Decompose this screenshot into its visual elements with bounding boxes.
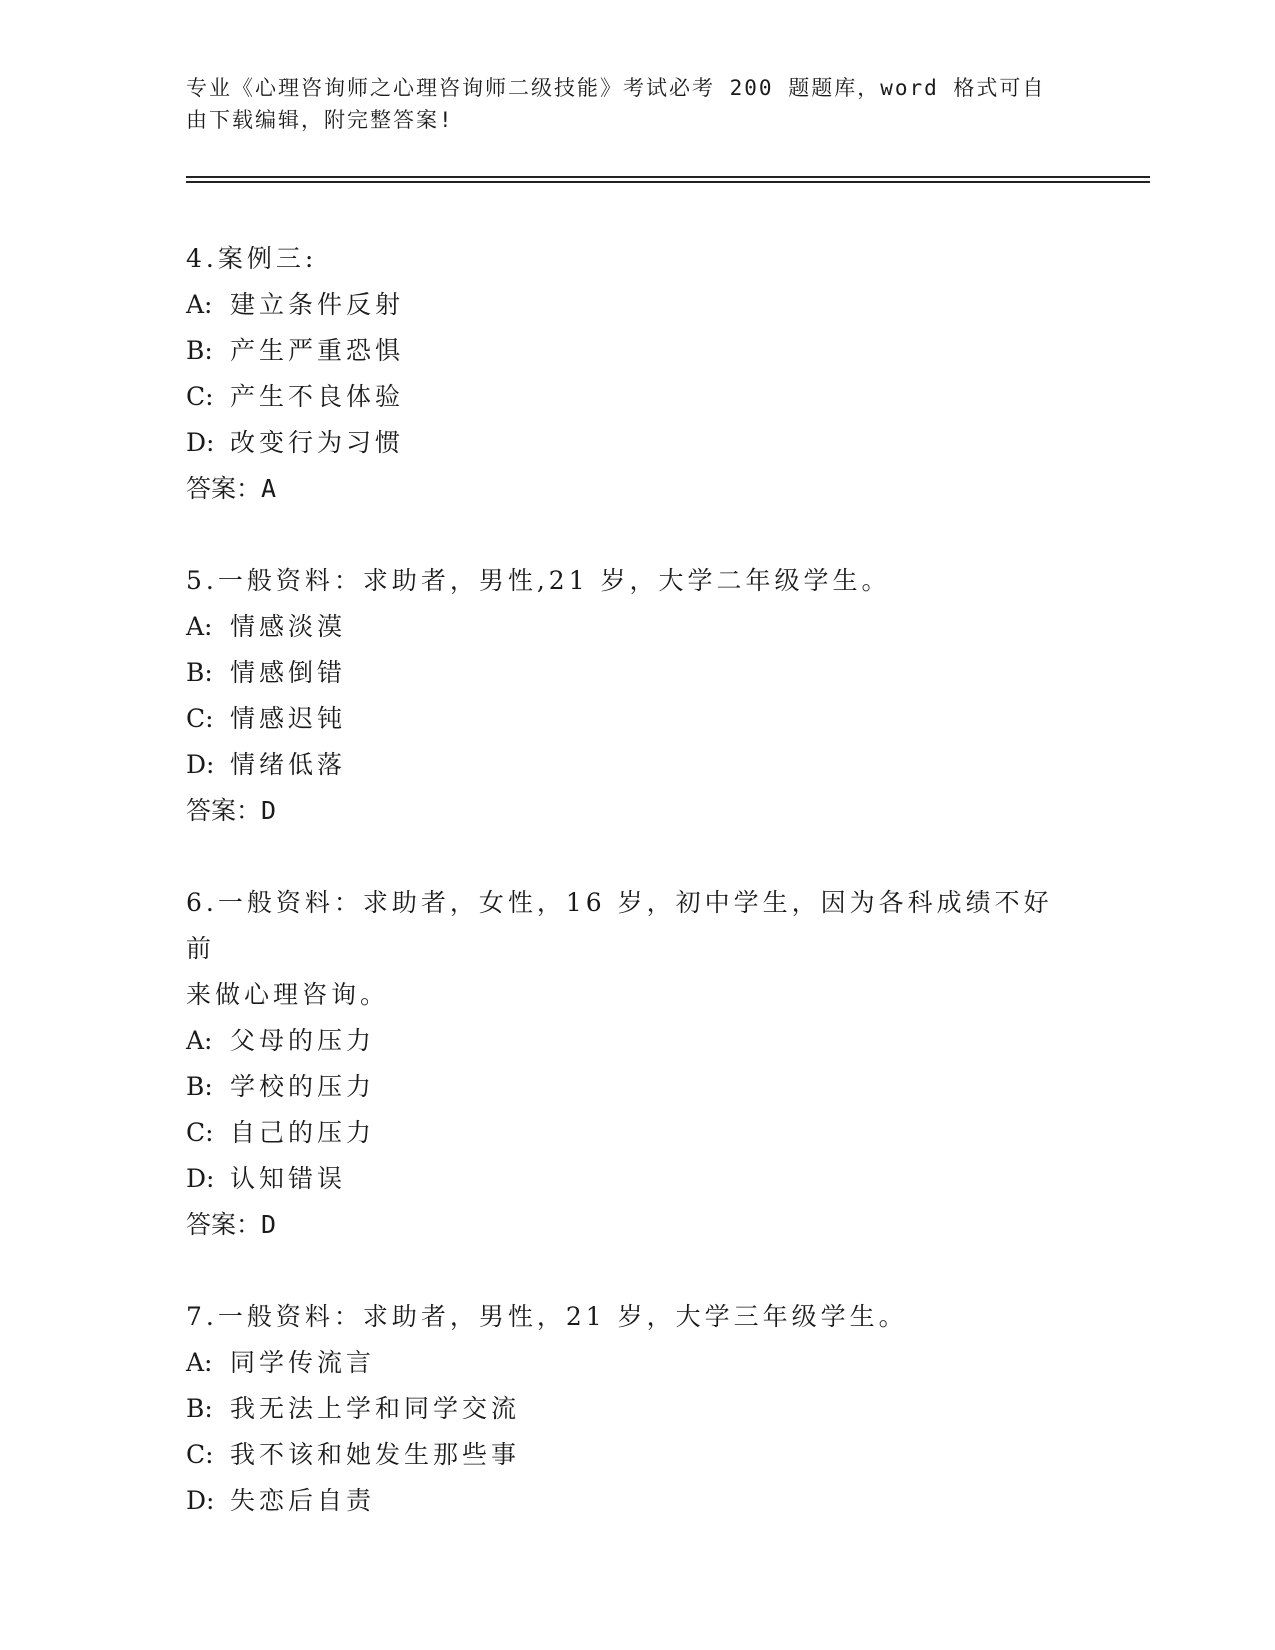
option-letter: A: [186,1026,213,1055]
option-d [186,1478,1066,1524]
option-letter: C: [186,1440,214,1469]
answer-value: D [261,1210,277,1239]
option-letter: C: [186,382,214,411]
question-text: 7.一般资料：求助者，男性，21 岁，大学三年级学生。 [186,1302,908,1331]
document-header [186,72,1066,136]
answer [186,466,1066,512]
answer [186,788,1066,834]
answer-label: 答案： [186,474,262,503]
option-letter: A: [186,612,213,641]
option-text: 建立条件反射 [230,290,405,319]
option-b [186,1064,1066,1110]
header-divider-bottom [186,181,1150,183]
answer [186,1202,1066,1248]
option-c [186,696,1066,742]
option-d [186,742,1066,788]
option-d [186,1156,1066,1202]
option-letter: A: [186,1348,213,1377]
option-text: 失恋后自责 [230,1486,376,1515]
question-text: 5.一般资料：求助者，男性,21 岁，大学二年级学生。 [186,566,891,595]
option-text: 情感倒错 [230,658,347,687]
option-letter: D: [186,1164,215,1193]
option-a [186,1018,1066,1064]
question-4 [186,236,1066,512]
option-letter: C: [186,704,214,733]
answer-label: 答案： [186,796,262,825]
option-letter: D: [186,750,215,779]
option-text: 情感淡漠 [230,612,347,641]
question-5 [186,558,1066,834]
option-b [186,1386,1066,1432]
option-text: 我不该和她发生那些事 [230,1440,521,1469]
option-text: 产生严重恐惧 [230,336,405,365]
option-c [186,374,1066,420]
option-a [186,604,1066,650]
option-a [186,1340,1066,1386]
header-line-2: 由下载编辑，附完整答案! [186,108,454,132]
header-line-1: 专业《心理咨询师之心理咨询师二级技能》考试必考 200 题题库，word 格式可自 [186,76,1046,100]
option-letter: D: [186,1486,215,1515]
option-text: 情绪低落 [230,750,347,779]
option-text: 认知错误 [230,1164,347,1193]
option-letter: B: [186,1072,213,1101]
option-text: 情感迟钝 [230,704,347,733]
option-letter: D: [186,428,215,457]
option-text: 产生不良体验 [230,382,405,411]
question-list [186,236,1066,1570]
header-divider-top [186,176,1150,178]
answer-value: A [261,474,277,503]
option-b [186,328,1066,374]
option-text: 我无法上学和同学交流 [230,1394,521,1423]
option-text: 同学传流言 [230,1348,376,1377]
option-letter: B: [186,658,213,687]
option-letter: B: [186,1394,213,1423]
option-letter: C: [186,1118,214,1147]
option-text: 改变行为习惯 [230,428,405,457]
option-a [186,282,1066,328]
option-text: 学校的压力 [230,1072,376,1101]
option-text: 自己的压力 [230,1118,376,1147]
option-letter: A: [186,290,213,319]
question-text: 4.案例三: [186,244,318,273]
option-b [186,650,1066,696]
question-6 [186,880,1066,1248]
answer-value: D [261,796,277,825]
option-text: 父母的压力 [230,1026,376,1055]
option-c [186,1432,1066,1478]
option-d [186,420,1066,466]
question-text-line-2: 来做心理咨询。 [186,980,390,1009]
question-text-line-1: 6.一般资料：求助者，女性，16 岁，初中学生，因为各科成绩不好前 [186,888,1053,963]
answer-label: 答案： [186,1210,262,1239]
option-letter: B: [186,336,213,365]
option-c [186,1110,1066,1156]
question-7 [186,1294,1066,1524]
